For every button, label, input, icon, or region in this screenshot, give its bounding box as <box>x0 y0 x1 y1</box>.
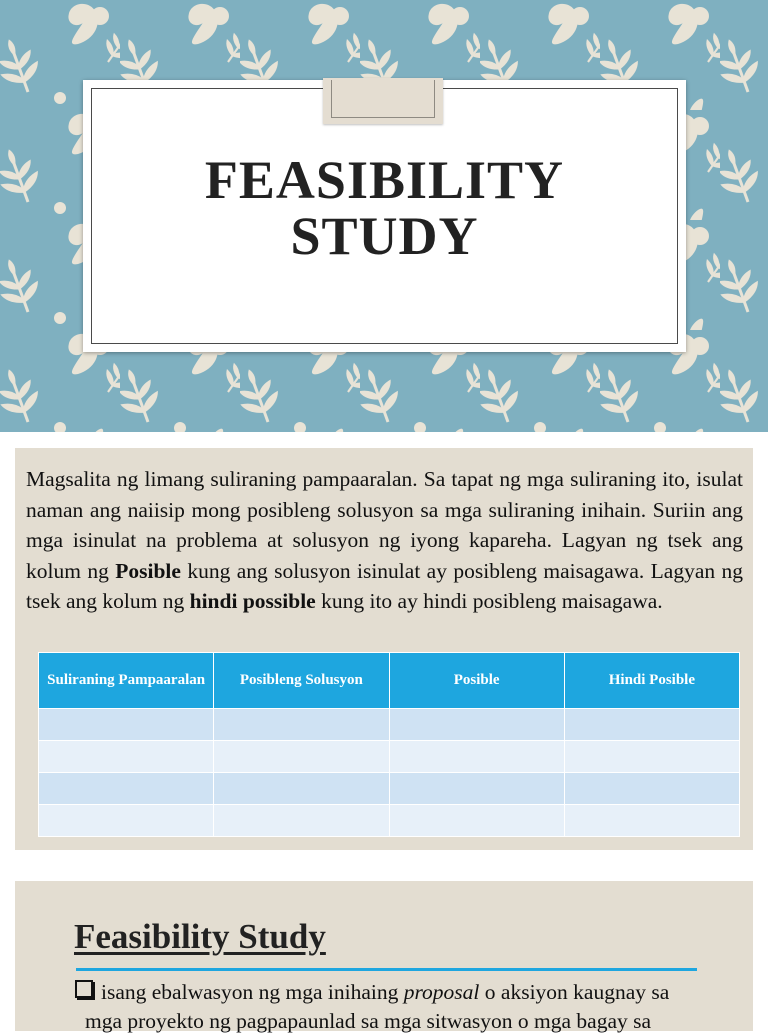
table-row <box>39 741 740 773</box>
instructions-part-2: kung ang solusyon isinulat ay posibleng maisagawa. Lagyan ng tsek ang kolum ng <box>26 558 743 613</box>
table-header-row <box>39 653 740 709</box>
table-cell <box>214 741 389 773</box>
definition-heading: Feasibility Study <box>74 917 326 956</box>
table-row <box>39 805 740 837</box>
table-cell <box>214 709 389 741</box>
table-row <box>39 773 740 805</box>
table-cell <box>389 805 564 837</box>
table-cell <box>389 773 564 805</box>
title-line-1: FEASIBILITY <box>204 150 565 210</box>
header-posibleng-solusyon: Posibleng Solusyon <box>214 653 389 709</box>
definition-slide <box>15 881 753 1031</box>
table-cell <box>564 773 739 805</box>
header-suliraning-pampaaralan: Suliraning Pampaaralan <box>39 653 214 709</box>
instructions-bold-posible: Posible <box>115 558 181 583</box>
instructions-bold-hindi-possible: hindi possible <box>189 589 316 613</box>
bullet-text-line-2: mga proyekto ng pagpapaunlad sa mga sitwasyon o mga bagay sa <box>85 1009 652 1033</box>
table-cell <box>564 741 739 773</box>
instructions-paragraph <box>26 464 743 617</box>
title-line-2: STUDY <box>290 206 479 266</box>
table-cell <box>39 709 214 741</box>
header-posible: Posible <box>389 653 564 709</box>
slide-title <box>83 152 686 264</box>
title-slide <box>0 0 768 432</box>
header-hindi-posible: Hindi Posible <box>564 653 739 709</box>
table-cell <box>389 709 564 741</box>
title-tab-inner <box>331 80 435 118</box>
definition-bullet <box>75 978 715 1036</box>
title-tab-decoration <box>323 78 443 124</box>
table-cell <box>214 805 389 837</box>
bullet-italic-proposal: proposal <box>403 980 480 1004</box>
activity-slide <box>15 448 753 850</box>
table-cell <box>564 709 739 741</box>
instructions-part-1: Magsalita ng limang suliraning pampaaralan. Sa tapat ng mga suliraning ito, isulat naman ang naiisip mong posibleng solusyon sa mga suliraning inihain. Suriin ang mga isinulat na problema at solusyon ng iyong kapareha. Lagyan ng tsek ang kolum ng <box>26 467 743 583</box>
checkbox-bullet-icon <box>75 980 93 998</box>
bullet-text-2: o aksiyon kaugnay sa <box>479 980 670 1004</box>
table-cell <box>39 773 214 805</box>
table-cell <box>564 805 739 837</box>
table-cell <box>39 741 214 773</box>
table-cell <box>214 773 389 805</box>
table-cell <box>39 805 214 837</box>
instructions-part-3: kung ito ay hindi posibleng maisagawa. <box>315 589 663 613</box>
bullet-text-1: isang ebalwasyon ng mga inihaing <box>101 980 404 1004</box>
title-card <box>83 80 686 352</box>
table-cell <box>389 741 564 773</box>
heading-rule <box>76 968 697 971</box>
table-row <box>39 709 740 741</box>
activity-table <box>38 652 740 837</box>
